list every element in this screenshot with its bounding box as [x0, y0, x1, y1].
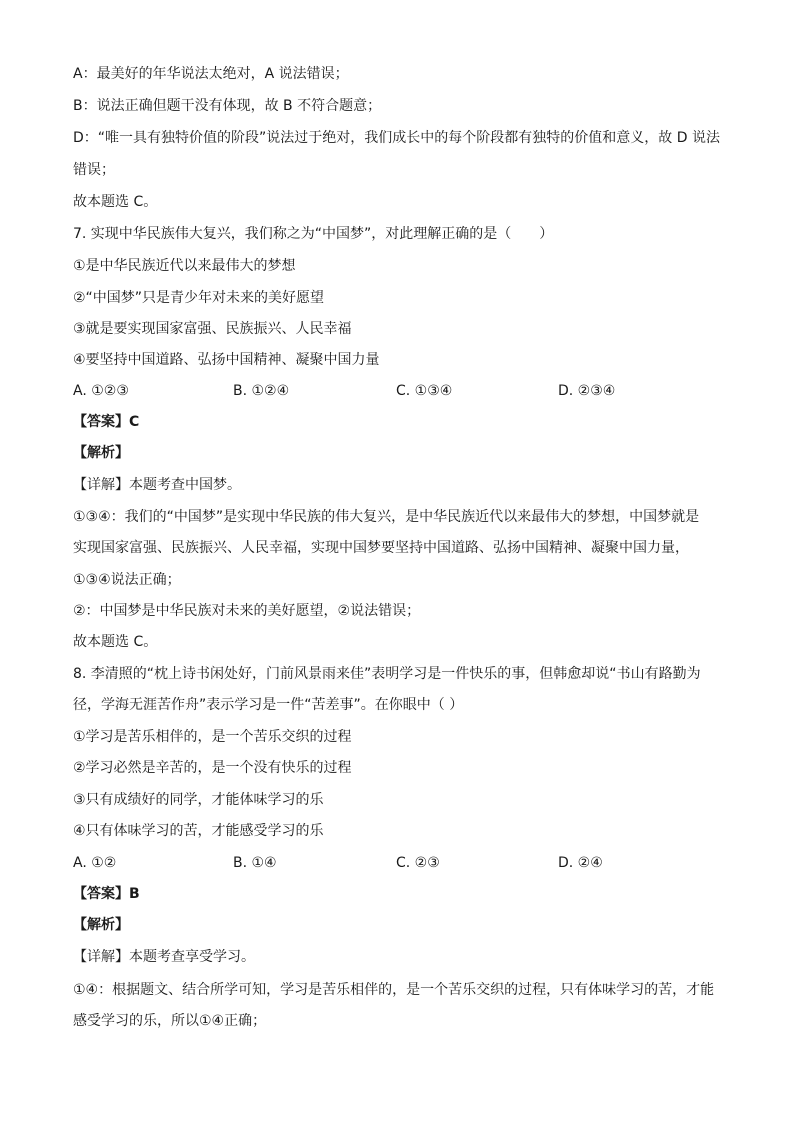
question-8-option-d: D. ②④ — [558, 855, 603, 871]
question-7-analysis-label: 【解析】 — [73, 445, 129, 461]
question-8-statement: ④只有体味学习的苦，才能感受学习的乐 — [73, 823, 324, 839]
text-line: D：“唯一具有独特价值的阶段”说法过于绝对，我们成长中的每个阶段都有独特的价值和意义，故 D 说法 — [73, 130, 720, 146]
question-8-stem: 8. 李清照的“枕上诗书闲处好，门前风景雨来佳”表明学习是一件快乐的事，但韩愈却说“书山有路勤为 — [73, 666, 701, 682]
text-line: 故本题选 C。 — [73, 194, 158, 210]
question-8-analysis-label: 【解析】 — [73, 917, 129, 933]
question-7-detail: 【详解】本题考查中国梦。 — [73, 477, 241, 493]
text-line: 错误； — [73, 162, 115, 178]
text-line: A：最美好的年华说法太绝对，A 说法错误； — [73, 66, 349, 82]
question-8-detail: 【详解】本题考查享受学习。 — [73, 949, 255, 965]
question-7-option-b: B. ①②④ — [233, 383, 290, 399]
question-7-explanation: ②：中国梦是中华民族对未来的美好愿望，②说法错误； — [73, 603, 421, 619]
question-8-option-a: A. ①② — [73, 855, 117, 871]
question-8-statement: ②学习必然是辛苦的，是一个没有快乐的过程 — [73, 760, 352, 776]
question-7-stem: 7. 实现中华民族伟大复兴，我们称之为“中国梦”，对此理解正确的是（ ） — [73, 226, 554, 242]
question-7-statement: ③就是要实现国家富强、民族振兴、人民幸福 — [73, 321, 352, 337]
question-8-stem: 径，学海无涯苦作舟”表示学习是一件“苦差事”。在你眼中（ ） — [73, 697, 464, 713]
question-8-explanation: 感受学习的乐，所以①④正确； — [73, 1013, 267, 1029]
question-7-explanation: 实现国家富强、民族振兴、人民幸福，实现中国梦要坚持中国道路、弘扬中国精神、凝聚中国力量， — [73, 540, 689, 556]
question-7-explanation: 故本题选 C。 — [73, 634, 158, 650]
question-7-statement: ①是中华民族近代以来最伟大的梦想 — [73, 258, 296, 274]
question-8-option-c: C. ②③ — [396, 855, 440, 871]
question-7-explanation: ①③④：我们的“中国梦”是实现中华民族的伟大复兴，是中华民族近代以来最伟大的梦想，中国梦就是 — [73, 509, 700, 525]
question-8-option-b: B. ①④ — [233, 855, 277, 871]
question-7-option-c: C. ①③④ — [396, 383, 453, 399]
question-8-statement: ③只有成绩好的同学，才能体味学习的乐 — [73, 792, 324, 808]
question-7-explanation: ①③④说法正确； — [73, 572, 181, 588]
question-7-statement: ②“中国梦”只是青少年对未来的美好愿望 — [73, 290, 325, 306]
text-line: B：说法正确但题干没有体现，故 B 不符合题意； — [73, 98, 382, 114]
question-8-statement: ①学习是苦乐相伴的，是一个苦乐交织的过程 — [73, 729, 352, 745]
question-7-answer: 【答案】C — [73, 414, 140, 430]
question-8-answer: 【答案】B — [73, 886, 140, 902]
question-7-option-a: A. ①②③ — [73, 383, 129, 399]
question-7-statement: ④要坚持中国道路、弘扬中国精神、凝聚中国力量 — [73, 352, 380, 368]
question-8-explanation: ①④：根据题文、结合所学可知，学习是苦乐相伴的，是一个苦乐交织的过程，只有体味学习的苦，才能 — [73, 982, 715, 998]
question-7-option-d: D. ②③④ — [558, 383, 616, 399]
